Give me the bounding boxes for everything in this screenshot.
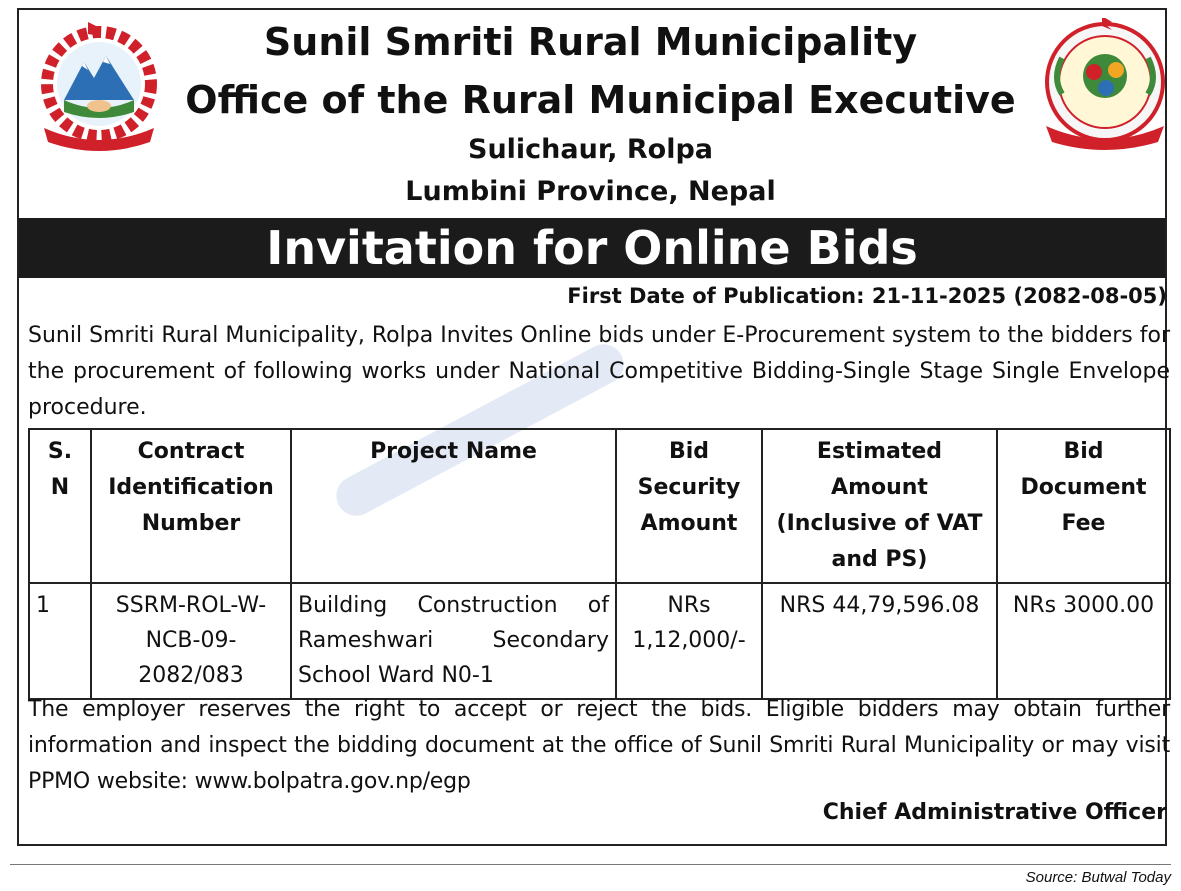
footer-paragraph: The employer reserves the right to accept or reject the bids. Eligible bidders may obtain further information and inspect the bidding document at the office of Sunil Smriti Rural Municipality or may visit PPMO website: www.bolpatra.gov.np/egp <box>28 697 1170 794</box>
divider <box>10 864 1171 865</box>
header-bid-security: Bid Security Amount <box>616 429 762 583</box>
header-contract-id: Contract Identification Number <box>91 429 291 583</box>
table-row <box>29 583 1170 699</box>
office-name: Office of the Rural Municipal Executive <box>185 78 1016 122</box>
cell-contract-id: SSRM-ROL-W-NCB-09-2082/083 <box>91 583 291 699</box>
municipality-name: Sunil Smriti Rural Municipality <box>263 20 918 64</box>
cell-sn: 1 <box>29 583 91 699</box>
header-estimated-amount: Estimated Amount (Inclusive of VAT and PS) <box>762 429 997 583</box>
publication-date: First Date of Publication: 21-11-2025 (2082-08-05) <box>567 284 1167 308</box>
cell-estimated-amount: NRS 44,79,596.08 <box>762 583 997 699</box>
source-credit: Source: Butwal Today <box>1025 869 1171 886</box>
cell-document-fee: NRs 3000.00 <box>997 583 1170 699</box>
cell-bid-security: NRs 1,12,000/- <box>616 583 762 699</box>
header-document-fee: Bid Document Fee <box>997 429 1170 583</box>
header-project-name: Project Name <box>291 429 616 583</box>
intro-paragraph: Sunil Smriti Rural Municipality, Rolpa Invites Online bids under E-Procurement system to the bidders for the procurement of following works under National Competitive Bidding-Single Stage Single Envelope procedure. <box>28 323 1170 420</box>
notice-title: Invitation for Online Bids <box>19 218 1165 278</box>
address-line-2: Lumbini Province, Nepal <box>405 176 776 207</box>
bid-table <box>28 428 1171 700</box>
header-sn: S. N <box>29 429 91 583</box>
address-line-1: Sulichaur, Rolpa <box>468 134 713 165</box>
signature-title: Chief Administrative Officer <box>822 800 1167 825</box>
table-header-row <box>29 429 1170 583</box>
cell-project-name: Building Construction of Rameshwari Secondary School Ward N0-1 <box>291 583 616 699</box>
